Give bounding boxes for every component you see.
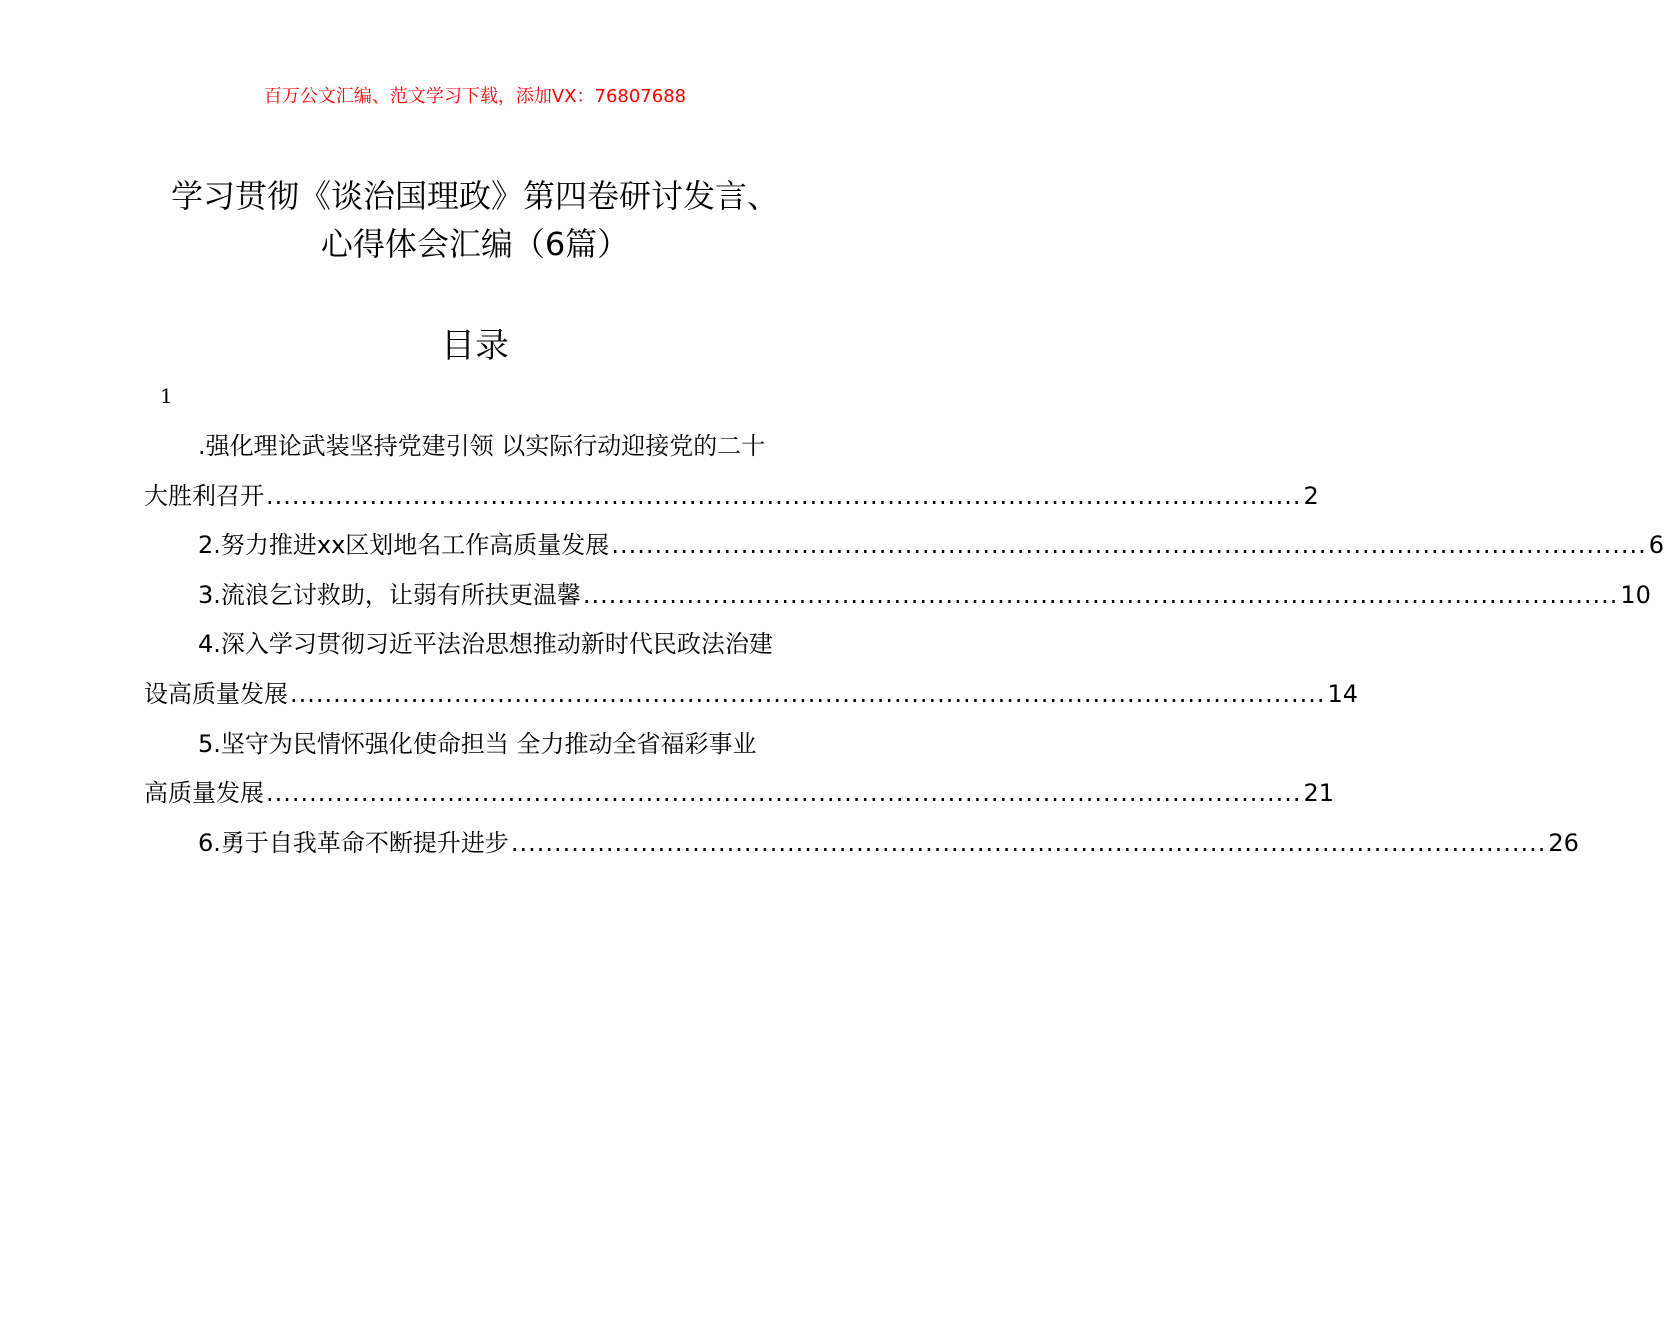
toc-entry-title: 5.坚守为民情怀强化使命担当 全力推动全省福彩事业 xyxy=(198,729,757,758)
toc-entry-title: 2.努力推进xx区划地名工作高质量发展 xyxy=(198,531,610,560)
toc-page-number: 26 xyxy=(1548,828,1579,857)
toc-leader-dots: ........................................................................................................................ xyxy=(290,679,1326,708)
stray-number: 1 xyxy=(160,384,173,408)
toc-entry-5[interactable] xyxy=(144,720,1335,819)
toc-entry-1[interactable] xyxy=(144,422,1319,521)
toc-entry-title-continued: 高质量发展 xyxy=(144,779,264,808)
toc-entry-title: 6.勇于自我革命不断提升进步 xyxy=(198,828,509,857)
toc-leader-dots: ........................................................................................................................ xyxy=(582,580,1619,609)
toc-entry-title: 4.深入学习贯彻习近平法治思想推动新时代民政法治建 xyxy=(198,630,773,659)
header-banner: 百万公文汇编、范文学习下载，添加VX：76807688 xyxy=(263,86,687,107)
toc-leader-dots: ........................................................................................................................ xyxy=(266,481,1302,510)
document-title-line-2: 心得体会汇编（6篇） xyxy=(320,225,630,263)
toc-entry-title-continued: 大胜利召开 xyxy=(144,481,264,510)
toc-entry-2[interactable] xyxy=(144,521,1664,571)
toc-leader-dots: ........................................................................................................................ xyxy=(510,828,1547,857)
toc-heading: 目录 xyxy=(441,326,509,366)
toc-leader-dots: ........................................................................................................................ xyxy=(266,779,1302,808)
toc-page-number: 10 xyxy=(1620,580,1651,609)
document-title-line-1: 学习贯彻《谈治国理政》第四卷研讨发言、 xyxy=(170,177,779,215)
toc-entry-4[interactable] xyxy=(144,620,1359,719)
toc-entry-3[interactable] xyxy=(144,571,1651,621)
toc-page-number: 14 xyxy=(1327,679,1359,708)
toc-page-number: 6 xyxy=(1648,531,1664,560)
toc-page-number: 2 xyxy=(1303,481,1319,510)
document-title xyxy=(0,172,950,268)
toc-page-number: 21 xyxy=(1303,779,1335,808)
toc-entry-title-continued: 设高质量发展 xyxy=(144,679,288,708)
toc-leader-dots: ........................................................................................................................ xyxy=(611,531,1647,560)
toc-entry-6[interactable] xyxy=(144,819,1579,869)
table-of-contents xyxy=(144,422,1664,868)
toc-entry-title: .强化理论武装坚持党建引领 以实际行动迎接党的二十 xyxy=(198,432,766,460)
toc-entry-title: 3.流浪乞讨救助，让弱有所扶更温馨 xyxy=(198,580,581,609)
